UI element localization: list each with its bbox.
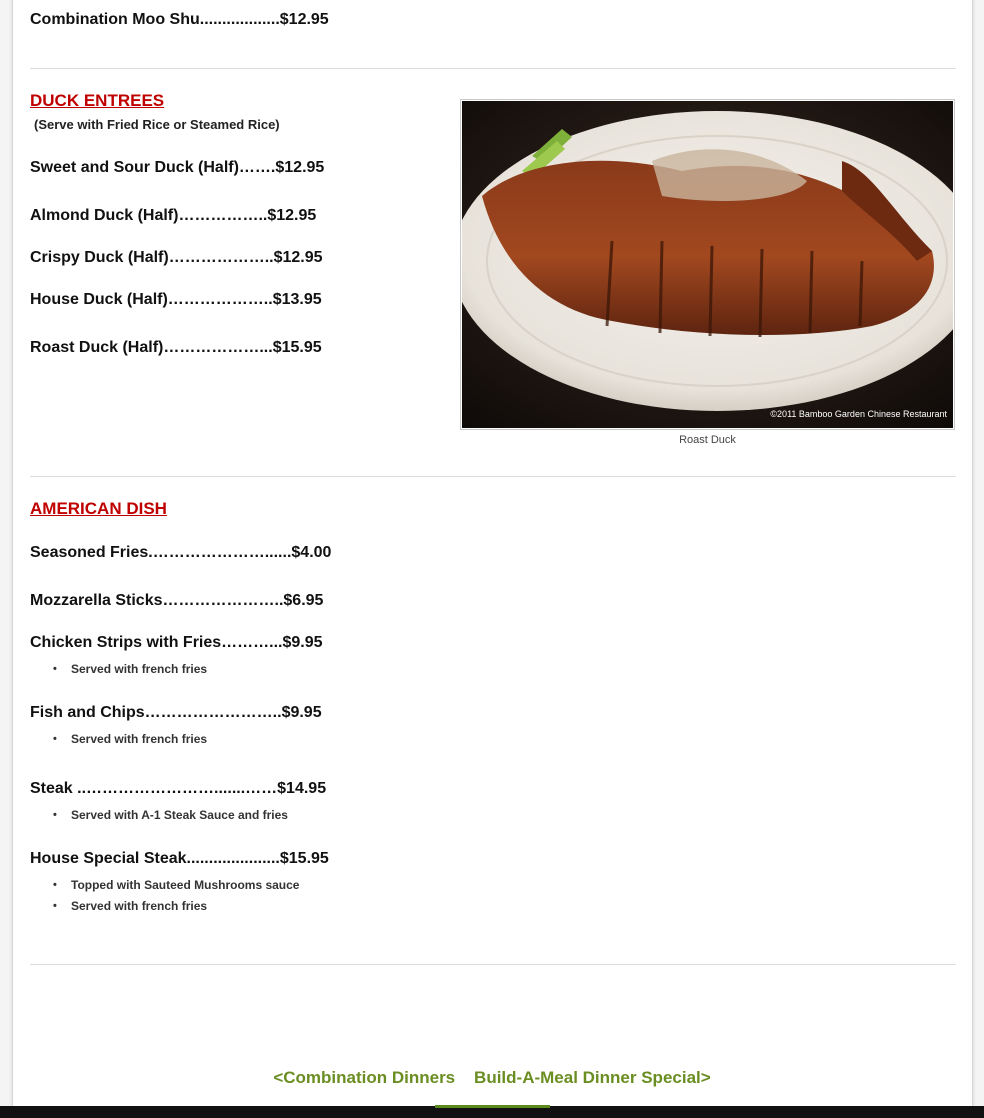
menu-item-steak: Steak ..…………………….......……$14.95: [30, 780, 327, 797]
menu-item-house-duck: House Duck (Half)………………..$13.95: [30, 291, 322, 308]
footer-tab-indicator: [435, 1105, 550, 1108]
menu-item-combination-moo-shu: Combination Moo Shu..................$12.95: [30, 11, 329, 28]
link-combination-dinners[interactable]: <Combination Dinners: [273, 1068, 456, 1087]
roast-duck-photo[interactable]: [460, 99, 955, 430]
menu-item-fish-and-chips: Fish and Chips……………………..$9.95: [30, 704, 322, 721]
note-item: • Served with french fries: [71, 662, 207, 683]
link-build-a-meal-dinner-special[interactable]: Build-A-Meal Dinner Special>: [474, 1068, 711, 1087]
menu-item-almond-duck: Almond Duck (Half)……………..$12.95: [30, 207, 317, 224]
section-subtitle-duck: (Serve with Fried Rice or Steamed Rice): [34, 117, 280, 132]
section-divider: [30, 476, 956, 477]
section-title-american-dish: AMERICAN DISH: [30, 499, 167, 518]
menu-item-house-special-steak: House Special Steak.....................$15.95: [30, 850, 329, 867]
section-title-duck-entrees: DUCK ENTREES: [30, 91, 165, 110]
menu-item-crispy-duck: Crispy Duck (Half)………………..$12.95: [30, 249, 323, 266]
note-item: • Served with french fries: [71, 732, 207, 753]
menu-item-chicken-strips: Chicken Strips with Fries………...$9.95: [30, 634, 323, 651]
photo-caption: Roast Duck: [679, 434, 736, 446]
menu-item-sweet-sour-duck: Sweet and Sour Duck (Half)…….$12.95: [30, 159, 325, 176]
section-divider: [30, 68, 956, 69]
item-notes-chicken: [71, 662, 207, 683]
note-item: • Served with french fries: [71, 899, 299, 920]
photo-watermark: ©2011 Bamboo Garden Chinese Restaurant: [770, 409, 947, 419]
note-item: • Topped with Sauteed Mushrooms sauce: [71, 878, 299, 899]
roast-duck-image: [462, 101, 953, 428]
note-item: • Served with A-1 Steak Sauce and fries: [71, 808, 288, 829]
section-divider: [30, 964, 956, 965]
item-notes-fish: [71, 732, 207, 753]
menu-page: [12, 0, 973, 1108]
page-navigation: [0, 1068, 984, 1088]
menu-item-mozzarella-sticks: Mozzarella Sticks…………………..$6.95: [30, 592, 324, 609]
item-notes-house-steak: [71, 878, 299, 920]
item-notes-steak: [71, 808, 288, 829]
menu-item-roast-duck: Roast Duck (Half)………………...$15.95: [30, 339, 322, 356]
menu-item-seasoned-fries: Seasoned Fries.…………………......$4.00: [30, 544, 332, 561]
